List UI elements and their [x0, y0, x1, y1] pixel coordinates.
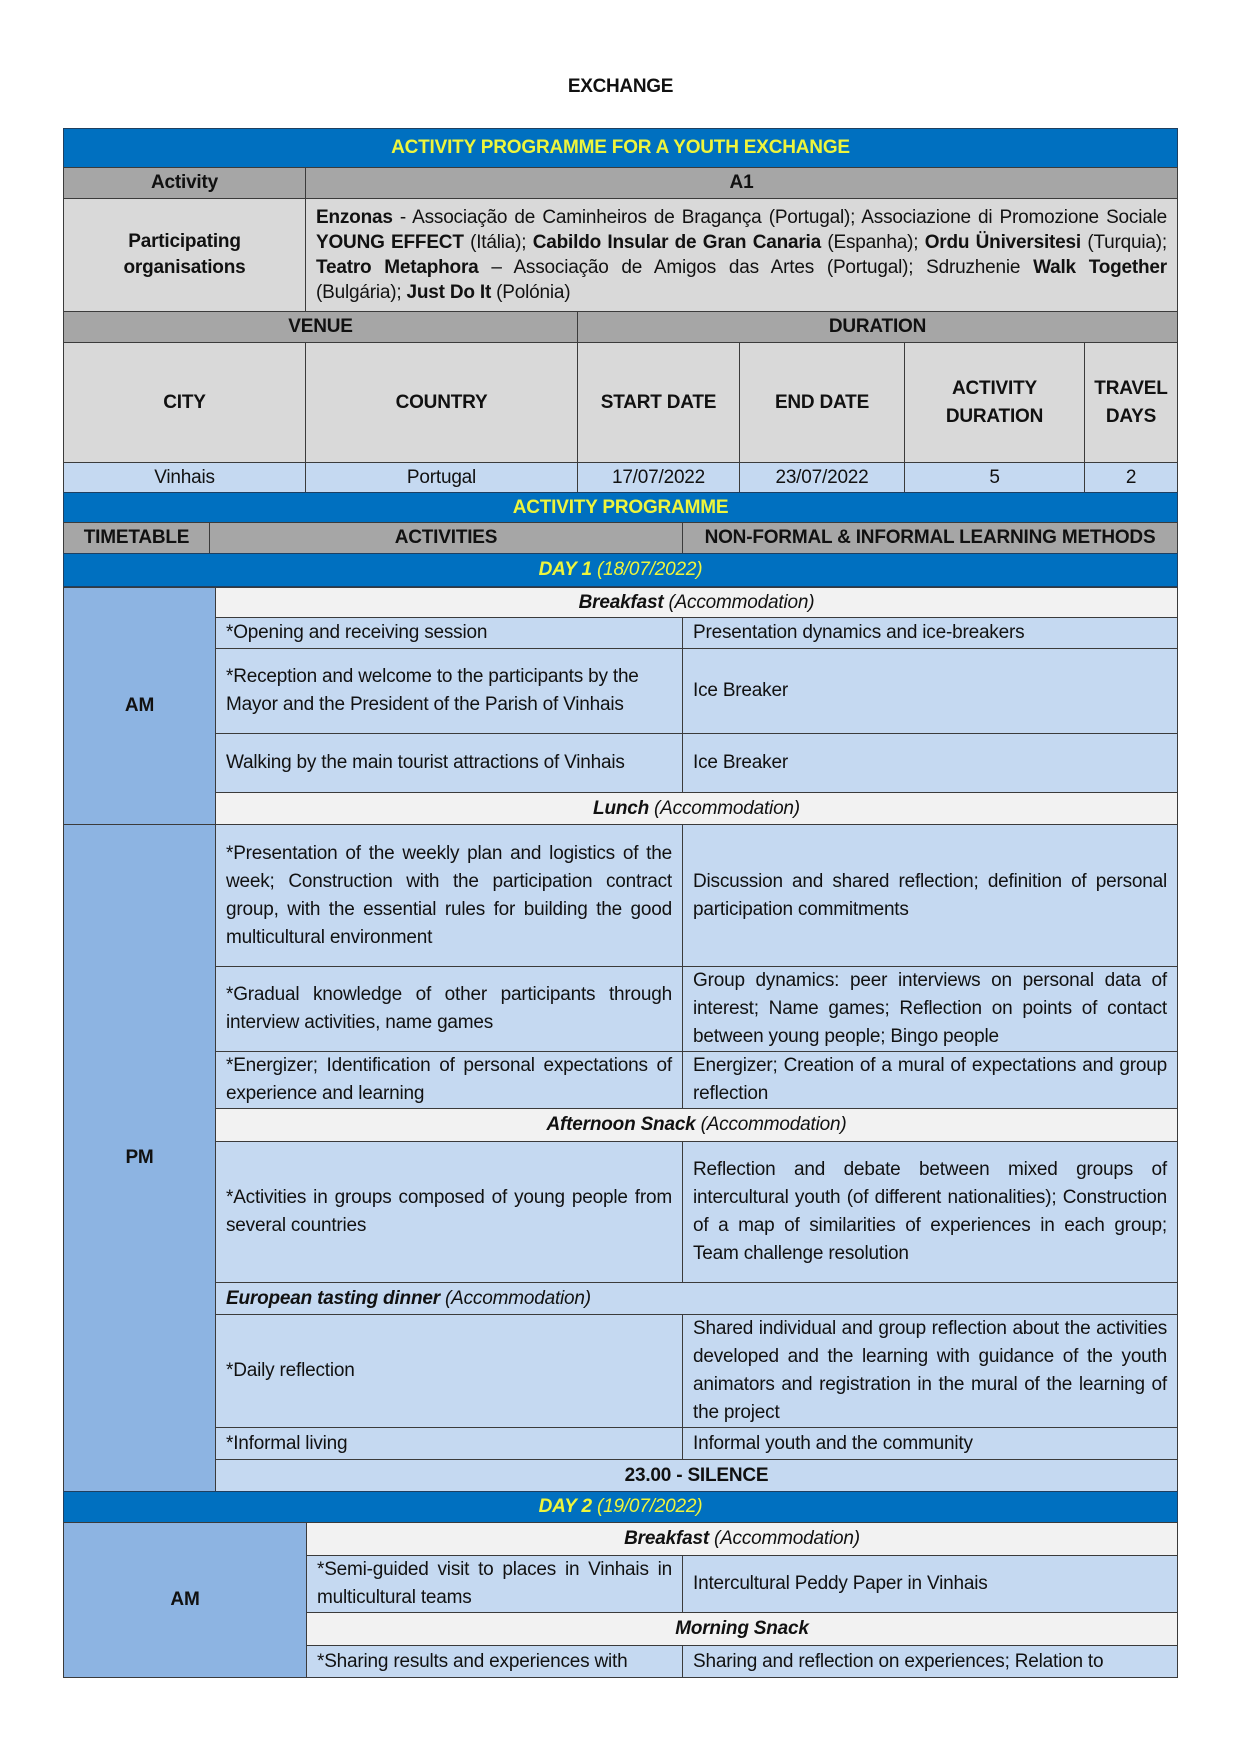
org-detail: (Bulgária);: [316, 282, 407, 303]
method-cell: [682, 824, 1178, 967]
duration-label: DURATION: [828, 316, 927, 337]
method-text: Reflection and debate between mixed groups of intercultural youth (of different nationalities); Construction of a map of similarities of experiences in each group; Team challenge resolution: [693, 1159, 1167, 1264]
method-cell: [682, 1645, 1178, 1678]
orgs-label-cell: [63, 198, 306, 312]
method-cell: [682, 1555, 1178, 1613]
city-value: [63, 462, 306, 493]
method-text: Ice Breaker: [693, 752, 788, 773]
method-cell: [682, 733, 1178, 793]
methods-header: [682, 522, 1178, 554]
activity-cell: [215, 1314, 683, 1428]
am-label: AM: [170, 1589, 200, 1610]
activity-text: *Informal living: [226, 1432, 348, 1454]
cell-value: Portugal: [406, 466, 477, 488]
method-cell: [682, 617, 1178, 649]
cell-value: 5: [989, 466, 1000, 488]
activity-cell: [306, 1645, 683, 1678]
activity-text: *Opening and receiving session: [226, 622, 488, 643]
method-text: Group dynamics: peer interviews on personal data of interest; Name games; Reflection on points of contact between young people; Bingo people: [693, 970, 1167, 1047]
col-label: CITY: [163, 391, 206, 413]
activity-cell: [215, 1141, 683, 1283]
afternoon-snack-row: [215, 1108, 1178, 1142]
day-label: DAY 2: [538, 1496, 592, 1517]
programme-title: ACTIVITY PROGRAMME FOR A YOUTH EXCHANGE: [391, 137, 850, 158]
schedule-title-bar: [63, 492, 1178, 523]
activity-cell: [215, 733, 683, 793]
activity-cell: [215, 966, 683, 1052]
method-cell: [682, 1141, 1178, 1283]
col-start-date-header: [577, 342, 740, 463]
orgs-text: [316, 205, 1167, 305]
org-detail: - Associação de Caminheiros de Bragança (Portugal); Associazione di Promozione Sociale: [392, 207, 1167, 228]
meal-note: (Accommodation): [713, 1528, 860, 1549]
silence-row: [215, 1459, 1178, 1492]
start-date-value: [577, 462, 740, 493]
org-detail: (Espanha);: [821, 232, 925, 253]
activities-header: [209, 522, 683, 554]
programme-title-bar: [63, 128, 1178, 168]
venue-header: [63, 311, 578, 343]
activity-text: *Daily reflection: [226, 1360, 355, 1381]
activity-cell: [215, 617, 683, 649]
col-label: NON-FORMAL & INFORMAL LEARNING METHODS: [704, 527, 1156, 548]
morning-snack-row: [306, 1612, 1178, 1646]
method-text: Presentation dynamics and ice-breakers: [693, 622, 1025, 643]
method-cell: [682, 1314, 1178, 1428]
activity-text: *Sharing results and experiences with: [317, 1650, 628, 1672]
schedule-title: ACTIVITY PROGRAMME: [512, 496, 729, 518]
meal-note: (Accommodation): [668, 591, 815, 613]
meal-name: European tasting dinner: [226, 1287, 440, 1309]
method-text: Energizer; Creation of a mural of expectations and group reflection: [693, 1055, 1167, 1104]
activity-text: *Activities in groups composed of young people from several countries: [226, 1187, 672, 1236]
col-label: COUNTRY: [395, 391, 488, 413]
method-text: Shared individual and group reflection about the activities developed and the learning with guidance of the youth animators and registration in the mural of the learning of the project: [693, 1318, 1167, 1423]
meal-name: Afternoon Snack: [546, 1114, 696, 1135]
col-label: ACTIVITIES: [394, 527, 498, 548]
cell-value: 17/07/2022: [611, 466, 706, 488]
meal-name: Lunch: [593, 797, 650, 819]
day2-bar: [63, 1491, 1178, 1523]
col-label: TIMETABLE: [83, 527, 190, 548]
cell-value: 23/07/2022: [775, 466, 869, 488]
activity-label: Activity: [150, 172, 219, 193]
activity-value-cell: [305, 167, 1178, 199]
col-activity-duration-header: [904, 342, 1085, 463]
method-text: Intercultural Peddy Paper in Vinhais: [693, 1573, 988, 1594]
org-name: Just Do It: [406, 282, 492, 303]
activity-text: *Presentation of the weekly plan and logistics of the week; Construction with the participation contract group, with the essential rules for building the good multicultural environment: [226, 842, 672, 948]
org-name: Walk Together: [1033, 257, 1167, 278]
cell-value: Vinhais: [154, 466, 215, 488]
meal-note: (Accommodation): [445, 1287, 591, 1309]
day-date: (19/07/2022): [596, 1496, 703, 1517]
col-city-header: [63, 342, 306, 463]
method-cell: [682, 966, 1178, 1052]
org-detail: – Associação de Amigos das Artes (Portugal); Sdruzhenie: [478, 257, 1034, 278]
activity-cell: [215, 824, 683, 967]
timetable-header: [63, 522, 210, 554]
meal-name: Morning Snack: [675, 1618, 809, 1639]
page-title: EXCHANGE: [567, 76, 674, 97]
activity-duration-value: [904, 462, 1085, 493]
silence-text: 23.00 - SILENCE: [624, 1464, 769, 1486]
org-name: Ordu Üniversitesi: [924, 232, 1081, 253]
day1-am-cell: [63, 587, 216, 825]
day-date: (18/07/2022): [596, 559, 703, 580]
activity-text: *Reception and welcome to the participants by the Mayor and the President of the Parish of Vinhais: [226, 666, 639, 715]
org-name: Enzonas: [316, 207, 393, 228]
col-label: TRAVEL DAYS: [1094, 377, 1168, 427]
day1-bar: [63, 553, 1178, 587]
col-travel-days-header: [1084, 342, 1178, 463]
lunch-row: [215, 792, 1178, 825]
col-label: END DATE: [774, 391, 870, 413]
activity-cell: [215, 1051, 683, 1109]
day-label: DAY 1: [538, 559, 592, 580]
am-label: AM: [124, 695, 155, 716]
cell-value: 2: [1125, 466, 1137, 488]
method-text: Informal youth and the community: [693, 1432, 973, 1454]
orgs-value-cell: [305, 198, 1178, 312]
country-value: [305, 462, 578, 493]
org-name: Cabildo Insular de Gran Canaria: [532, 232, 822, 253]
org-name: Teatro Metaphora: [316, 257, 479, 278]
col-label: ACTIVITY DURATION: [945, 377, 1044, 427]
method-cell: [682, 1427, 1178, 1460]
col-label: START DATE: [600, 391, 717, 413]
col-end-date-header: [739, 342, 905, 463]
col-country-header: [305, 342, 578, 463]
pm-label: PM: [125, 1147, 154, 1168]
day1-pm-cell: [63, 824, 216, 1492]
org-detail: (Turquia);: [1080, 232, 1168, 253]
meal-name: Breakfast: [624, 1528, 709, 1549]
meal-note: (Accommodation): [700, 1114, 847, 1135]
org-detail: (Itália);: [463, 232, 533, 253]
activity-text: *Energizer; Identification of personal expectations of experience and learning: [226, 1055, 672, 1104]
venue-label: VENUE: [288, 316, 353, 337]
meal-name: Breakfast: [578, 591, 664, 613]
org-name: YOUNG EFFECT: [316, 232, 464, 253]
end-date-value: [739, 462, 905, 493]
travel-days-value: [1084, 462, 1178, 493]
breakfast-row: [215, 587, 1178, 618]
breakfast-row: [306, 1522, 1178, 1556]
activity-text: *Semi-guided visit to places in Vinhais in multicultural teams: [317, 1559, 672, 1608]
activity-cell: [215, 648, 683, 734]
activity-value: A1: [729, 172, 754, 193]
activity-text: *Gradual knowledge of other participants through interview activities, name games: [226, 984, 672, 1033]
method-cell: [682, 1051, 1178, 1109]
method-cell: [682, 648, 1178, 734]
method-text: Ice Breaker: [693, 680, 788, 701]
method-text: Discussion and shared reflection; definition of personal participation commitments: [693, 870, 1167, 920]
activity-text: Walking by the main tourist attractions of Vinhais: [226, 752, 625, 773]
method-text: Sharing and reflection on experiences; Relation to: [693, 1650, 1104, 1672]
org-detail: (Polónia): [491, 282, 571, 303]
activity-cell: [215, 1427, 683, 1460]
meal-note: (Accommodation): [654, 797, 800, 819]
activity-cell: [306, 1555, 683, 1613]
activity-label-cell: [63, 167, 306, 199]
duration-header: [577, 311, 1178, 343]
dinner-row: [215, 1282, 1178, 1315]
orgs-label: Participating organisations: [123, 231, 246, 278]
day2-am-cell: [63, 1522, 307, 1678]
